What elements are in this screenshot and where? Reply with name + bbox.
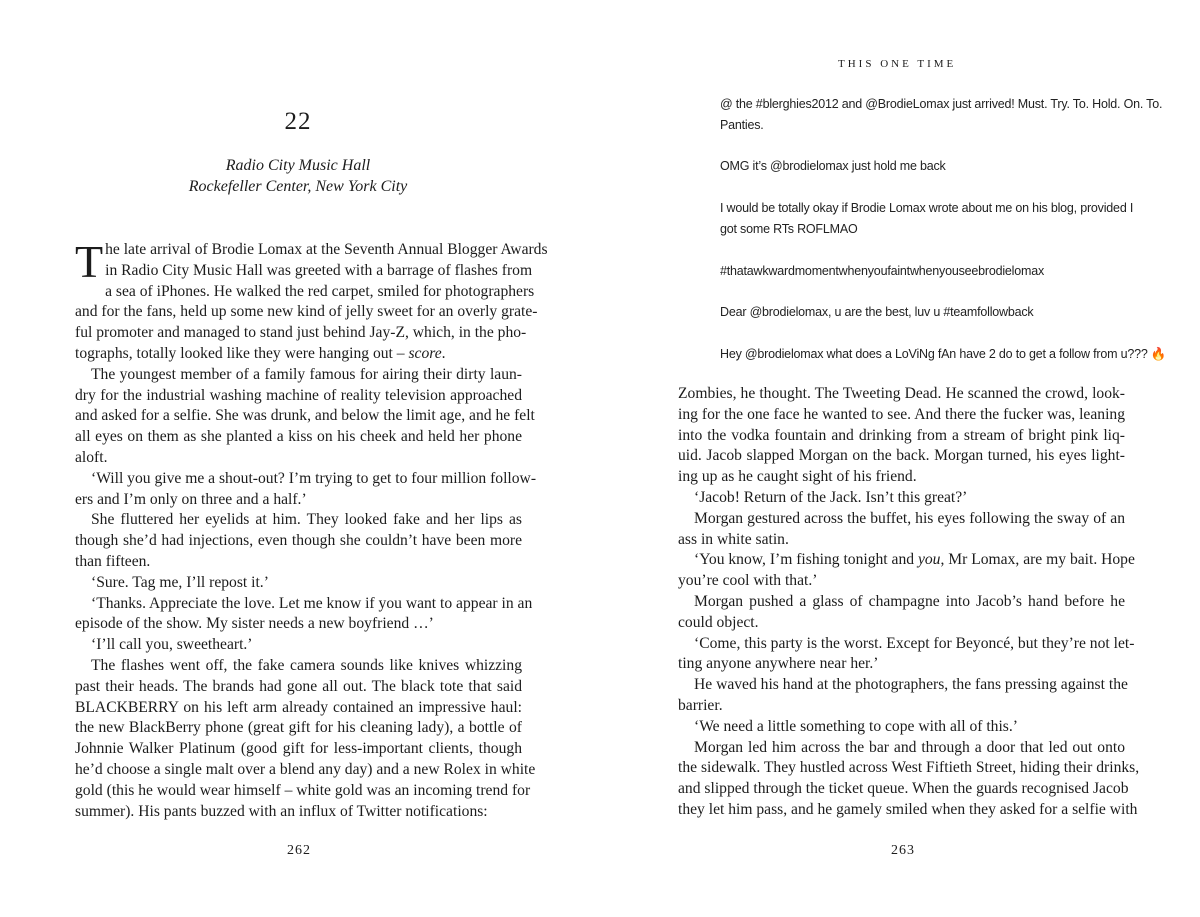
text-line: [678, 509, 1125, 530]
tweet: [720, 156, 1140, 177]
right-body-text: [678, 384, 1140, 821]
line-text: She fluttered her eyelids at him. They looked fake and her lips as: [91, 511, 522, 529]
text-line: [75, 698, 522, 719]
text-line: [678, 571, 1125, 592]
line-text: ass in white satin.: [678, 530, 789, 548]
line-text: Morgan led him across the bar and through a door that led out onto: [694, 738, 1125, 756]
line-text: .: [441, 344, 446, 362]
text-line: [678, 738, 1125, 759]
line-text: gold (this he would wear himself – white gold was an incoming trend for: [75, 781, 531, 799]
line-text: could object.: [678, 613, 759, 631]
text-line: [678, 467, 1125, 488]
line-text: ‘Come, this party is the worst. Except for Beyoncé, but they’re not let-: [694, 634, 1135, 652]
running-head: THIS ONE TIME: [838, 58, 957, 70]
text-line: [678, 405, 1125, 426]
line-text: ting anyone anywhere near her.’: [678, 655, 879, 673]
left-body-text: [75, 236, 548, 822]
line-text: Zombies, he thought. The Tweeting Dead. He scanned the crowd, look-: [678, 385, 1125, 402]
line-text: in Radio City Music Hall was greeted with a barrage of flashes from: [105, 261, 533, 279]
text-line: [678, 779, 1129, 800]
line-text: a sea of iPhones. He walked the red carpet, smiled for photographers: [105, 282, 535, 300]
line-text: he late arrival of Brodie Lomax at the Seventh Annual Blogger Awards: [105, 241, 548, 258]
text-line: [75, 802, 522, 823]
text-line: [75, 448, 522, 469]
text-line: [678, 654, 1125, 675]
line-text: ‘You know, I’m fishing tonight and: [694, 551, 918, 569]
text-line: [75, 510, 522, 531]
text-line: [75, 323, 527, 344]
text-line: [75, 261, 533, 282]
emphasis-text: you: [917, 551, 941, 569]
text-line: [75, 490, 522, 511]
line-text: and slipped through the ticket queue. When the guards recognised Jacob: [678, 780, 1129, 798]
drop-cap: T: [75, 236, 104, 287]
text-line: [75, 302, 538, 323]
line-text: ‘Thanks. Appreciate the love. Let me know if you want to appear in an: [91, 594, 533, 612]
line-text: than fifteen.: [75, 552, 151, 570]
line-text: Morgan pushed a glass of champagne into Jacob’s hand before he: [694, 592, 1125, 610]
right-page: [600, 0, 1200, 917]
text-line: [75, 427, 522, 448]
text-line: [75, 531, 522, 552]
tweet-text: Dear @brodielomax, u are the best, luv u #teamfollowback: [720, 305, 1034, 319]
page-number-left: 262: [287, 843, 311, 858]
tweet-text: got some RTs ROFLMAO: [720, 222, 858, 236]
line-text: ‘I’ll call you, sweetheart.’: [91, 636, 253, 654]
text-line: [678, 384, 1125, 405]
text-line: [75, 656, 522, 677]
line-text: you’re cool with that.’: [678, 572, 818, 590]
tweet: [720, 302, 1140, 323]
text-line: [75, 718, 522, 739]
text-line: [75, 781, 531, 802]
line-text: ‘We need a little something to cope with all of this.’: [694, 717, 1018, 735]
tweet-text: Hey @brodielomax what does a LoViNg fAn have 2 do to get a follow from u??? 🔥: [720, 347, 1167, 361]
line-text: he’d choose a single malt over a blend any day) and a new Rolex in white: [75, 760, 536, 778]
emphasis-text: score: [408, 344, 442, 362]
chapter-location-place: Rockefeller Center, New York City: [188, 178, 408, 195]
line-text: the sidewalk. They hustled across West Fiftieth Street, hiding their drinks,: [678, 759, 1140, 777]
line-text: all eyes on them as she planted a kiss on his cheek and held her phone: [75, 428, 522, 446]
text-line: [75, 386, 522, 407]
text-line: [75, 760, 536, 781]
tweet: [720, 261, 1140, 282]
line-text: ‘Jacob! Return of the Jack. Isn’t this great?’: [694, 488, 968, 506]
tweet: [720, 94, 1163, 136]
line-text: episode of the show. My sister needs a new boyfriend …’: [75, 615, 434, 633]
text-line: [678, 634, 1135, 655]
text-line: [678, 446, 1125, 467]
text-line: [75, 573, 522, 594]
line-text: summer). His pants buzzed with an influx of Twitter notifications:: [75, 802, 488, 820]
text-line: [75, 282, 535, 303]
line-text: Johnnie Walker Platinum (good gift for less-important clients, though: [75, 740, 522, 758]
line-text: into the vodka fountain and drinking from a stream of bright pink liq-: [678, 426, 1125, 444]
line-text: Morgan gestured across the buffet, his eyes following the sway of an: [694, 509, 1125, 527]
tweet: [720, 344, 1167, 365]
text-line: [75, 594, 533, 615]
tweet-text: #thatawkwardmomentwhenyoufaintwhenyouseebrodielomax: [720, 264, 1045, 278]
text-line: [678, 488, 1125, 509]
text-line: [678, 800, 1138, 821]
line-text: ‘Sure. Tag me, I’ll repost it.’: [91, 573, 269, 591]
text-line: [75, 365, 522, 386]
line-text: ing up as he caught sight of his friend.: [678, 468, 917, 486]
text-line: [75, 406, 535, 427]
line-text: ing for the one face he wanted to see. And there the fucker was, leaning: [678, 405, 1125, 423]
text-line: [678, 426, 1125, 447]
text-line: [75, 552, 522, 573]
tweet-text: OMG it’s @brodielomax just hold me back: [720, 159, 946, 173]
text-line: [678, 550, 1135, 571]
text-line: [75, 739, 522, 760]
text-line: [678, 530, 1125, 551]
line-text: though she’d had injections, even though she couldn’t have been more: [75, 532, 522, 550]
text-line: [75, 344, 522, 365]
line-text: The youngest member of a family famous for airing their dirty laun-: [91, 365, 522, 383]
line-text: and asked for a selfie. She was drunk, and below the limit age, and he felt: [75, 407, 535, 425]
line-text: ‘Will you give me a shout-out? I’m trying to get to four million follow-: [91, 469, 537, 487]
text-line: [75, 469, 537, 490]
text-line: [75, 635, 522, 656]
line-text: The flashes went off, the fake camera sounds like knives whizzing: [91, 656, 522, 674]
text-line: [678, 675, 1128, 696]
page-number-right: 263: [891, 843, 915, 858]
line-text: ers and I’m only on three and a half.’: [75, 490, 307, 508]
tweet-text: I would be totally okay if Brodie Lomax wrote about me on his blog, provided I: [720, 201, 1134, 215]
text-line: [75, 240, 548, 261]
line-text: , Mr Lomax, are my bait. Hope: [940, 551, 1135, 569]
text-line: [75, 677, 522, 698]
line-text: and for the fans, held up some new kind of jelly sweet for an overly grate-: [75, 303, 538, 321]
line-text: dry for the industrial washing machine of reality television approached: [75, 386, 522, 404]
text-line: [75, 614, 522, 635]
tweet-text: Panties.: [720, 118, 764, 132]
line-text: aloft.: [75, 448, 108, 466]
chapter-number: 22: [284, 108, 312, 135]
line-text: barrier.: [678, 696, 723, 714]
text-line: [678, 696, 1125, 717]
text-line: [678, 758, 1140, 779]
chapter-location-venue: Radio City Music Hall: [225, 157, 371, 174]
text-line: [678, 613, 1125, 634]
line-text: tographs, totally looked like they were hanging out –: [75, 344, 409, 362]
tweet: [720, 198, 1140, 240]
line-text: uid. Jacob slapped Morgan on the back. Morgan turned, his eyes light-: [678, 447, 1125, 465]
line-text: BLACKBERRY on his left arm already contained an impressive haul:: [75, 698, 522, 716]
line-text: ful promoter and managed to stand just behind Jay-Z, which, in the pho-: [75, 324, 527, 342]
text-line: [678, 592, 1125, 613]
line-text: He waved his hand at the photographers, the fans pressing against the: [694, 676, 1128, 694]
tweet-text: @ the #blerghies2012 and @BrodieLomax just arrived! Must. Try. To. Hold. On. To.: [720, 97, 1163, 111]
line-text: the new BlackBerry phone (great gift for his cleaning lady), a bottle of: [75, 719, 522, 737]
text-line: [678, 717, 1125, 738]
line-text: past their heads. The brands had gone all out. The black tote that said: [75, 677, 522, 695]
line-text: they let him pass, and he gamely smiled when they asked for a selfie with: [678, 800, 1138, 818]
